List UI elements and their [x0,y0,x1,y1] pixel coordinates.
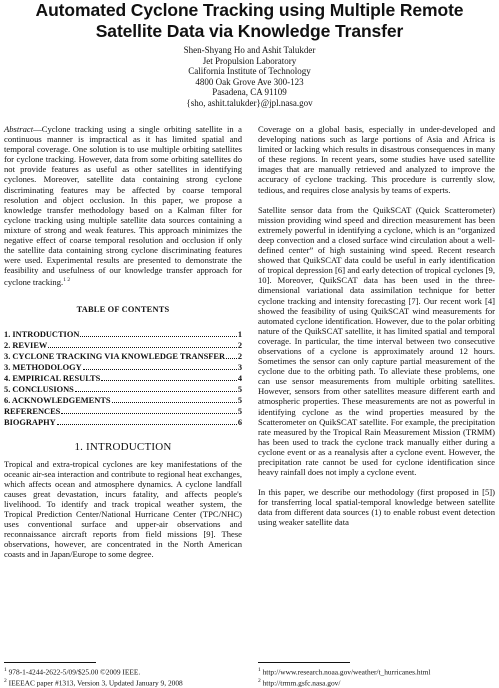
toc-entry-label: BIOGRAPHY [4,418,56,428]
introduction-paragraph: Tropical and extra-tropical cyclones are key manifestations of the oceanic air-sea interaction and contribute to regional heat exchanges, which affects ocean and atmosphere dynamics. A cyclone landfall causes great devastation, incurs fatality, and affects people's livelihood. To identify and track tropical weather system, the Tropical Prediction Center/National Hurricane Center (TPC/NHC) uses conventional surface and upper-air observations and reconnaissance aircraft reports from field missions [9]. These observations, however, are concentrated in the North American coasts and in Japan/Europe to some degree. [4,458,242,560]
toc-entry-page: 2 [237,352,242,362]
toc-entry-page: 5 [237,385,242,395]
toc-entry-label: 2. REVIEW [4,341,48,351]
paper-title [0,0,499,42]
toc-entry-label: 3. METHODOLOGY [4,363,82,373]
right-column [258,124,495,688]
toc-entry[interactable] [4,329,242,340]
abstract-text: —Cyclone tracking using a single orbiting satellite in a continuous manner is impractical as it has limited spatial and temporal coverage. One solution is to use multiple orbiting satellites for cyclone tracking. However, data from some orbiting satellites do not provide features as useful as other satellites in identifying cyclones. Moreover, satellite data containing strong cyclone discriminating features may be affected by coarse temporal resolution and object occlusion. In this paper, we propose a knowledge transfer methodology based on a Kalman filter for cyclone tracking using multiple satellite data sources containing a mixture of strong and weak features. This approach minimizes the negative effect of coarse temporal resolution and occlusion if only the satellite data containing strong cyclone discriminating features were used. Experimental results are presented to demonstrate the feasibility and usefulness of our knowledge transfer approach for cyclone tracking. [4,124,242,288]
right-paragraph-2: Satellite sensor data from the QuikSCAT (Quick Scatterometer) mission providing wind speed and direction measurement has been extremely powerful in identifying a cyclone, which is an “organized deep convection and a closed surface wind circulation about a well-defined center” of high sustaining wind speed. Recent research showed that QuikSCAT data could be useful in early identification of tropical depression [6] and early detection of tropical cyclones [9, 10]. Moreover, QuikSCAT data has been used in the three-dimensional variational data assimilation technique for better cyclone tracking and intensity forecasting [7]. Our recent work [4] showed the feasibility of using QuikSCAT wind measurements for automated cyclone identification. However, due to the polar orbiting nature of the QuikSCAT satellite, it has limited spatial and temporal coverage. In particular, the time interval between two consecutive observations of a cyclone is approximately around 12 hours. Sometimes the sensor can only capture partial measurement of the cyclone due to the orbiting path. To alleviate these problems, one can use sensor measurements from multiple orbiting satellites. However, sensors from other satellites measure different earth and atmospheric properties. These measurements are not as powerful in identifying cyclone as the wind properties measured by the Scatterometer on QuikSCAT satellite. For example, the precipitation rate measured by the Tropical Rain Measurement Mission (TRMM) has been used to track the cyclone track manually either during a cyclone event or as a reanalysis after a cyclone event. However, the precipitation rate cannot be used for cyclone identification since heavy rainfall does not imply a cyclone event. [258,204,495,478]
toc-leader-dots [226,352,237,359]
toc-entry-page: 1 [237,330,242,340]
toc-entry-label: 3. CYCLONE TRACKING VIA KNOWLEDGE TRANSFER [4,352,226,362]
affiliation-lab: Jet Propulsion Laboratory [202,55,297,66]
footnote-1: $^1$ 978-1-4244-2622-5/09/$25.00 ©2009 IEEE. [4,667,141,677]
introduction-heading: 1. INTRODUCTION [74,441,172,454]
toc-leader-dots [61,407,237,414]
toc-entry[interactable] [4,373,242,384]
toc-entry-label: 4. EMPIRICAL RESULTS [4,374,101,384]
toc-entry-page: 5 [237,396,242,406]
toc-entry[interactable] [4,417,242,428]
right-paragraph-1: Coverage on a global basis, especially in under-developed and developing nations such as large portions of Asia and Africa is limited or lacking which results in disastrous consequences in many of these regions. In recent years, some studies have used satellite images that are manually retrieved and analyzed to improve the accuracy of cyclone tracking. This procedure is currently slow, tedious, and requires close analysis by teams of experts. [258,124,495,195]
toc-leader-dots [57,418,237,425]
footnote-rule [258,662,350,663]
footnote-rule [4,662,96,663]
toc-entry[interactable] [4,340,242,351]
toc-leader-dots [101,374,237,381]
author-emails: {sho, ashit.talukder}@jpl.nasa.gov [186,97,313,108]
right-paragraph-3: In this paper, we describe our methodology (first proposed in [5]) for transferring local spatial-temporal knowledge between satellite data from different data sources (1) to enable robust event detection using weaker satellite data [258,487,495,528]
toc-entry-label: 6. ACKNOWLEDGEMENTS [4,396,111,406]
left-column [4,124,242,688]
toc-entry-label: REFERENCES [4,407,61,417]
toc-heading: TABLE OF CONTENTS [76,305,170,315]
toc-entry[interactable] [4,362,242,373]
abstract-label: Abstract [4,124,34,134]
right-footnotes [258,658,495,688]
footnote-trmm-link[interactable]: $^2$ http://trmm.gsfc.nasa.gov/ [258,677,341,688]
address-line-2: Pasadena, CA 91109 [212,87,287,98]
title-line-2: Satellite Data via Knowledge Transfer [95,21,404,41]
toc-entry-page: 5 [237,407,242,417]
affiliation-institute: California Institute of Technology [188,66,311,77]
toc-entry[interactable] [4,384,242,395]
footnote-2: $^2$ IEEEAC paper #1313, Version 3, Updated January 9, 2008 [4,677,183,688]
toc-entry-page: 4 [237,374,242,384]
toc-entry-page: 2 [237,341,242,351]
address-line-1: 4800 Oak Grove Ave 300-123 [195,76,304,87]
toc-leader-dots [112,396,237,403]
abstract-footnote-marks: 1 2 [63,277,71,284]
toc-entry[interactable] [4,406,242,417]
title-line-1: Automated Cyclone Tracking using Multiple Remote [35,0,464,20]
toc-entry-page: 6 [237,418,242,428]
toc-entry-label: 1. INTRODUCTION [4,330,80,340]
author-names: Shen-Shyang Ho and Ashit Talukder [183,45,316,55]
toc-leader-dots [83,363,237,370]
toc-leader-dots [48,341,237,348]
author-block [0,45,499,109]
left-footnotes [4,658,242,688]
abstract [4,124,242,287]
toc-entry-page: 3 [237,363,242,373]
toc-entry-label: 5. CONCLUSIONS [4,385,74,395]
toc-leader-dots [75,385,237,392]
toc-leader-dots [80,330,236,337]
toc-entry[interactable] [4,395,242,406]
toc-entry[interactable] [4,351,242,362]
table-of-contents [4,329,242,428]
footnote-noaa-link[interactable]: $^1$ http://www.research.noaa.gov/weather/t_hurricanes.html [258,667,431,677]
